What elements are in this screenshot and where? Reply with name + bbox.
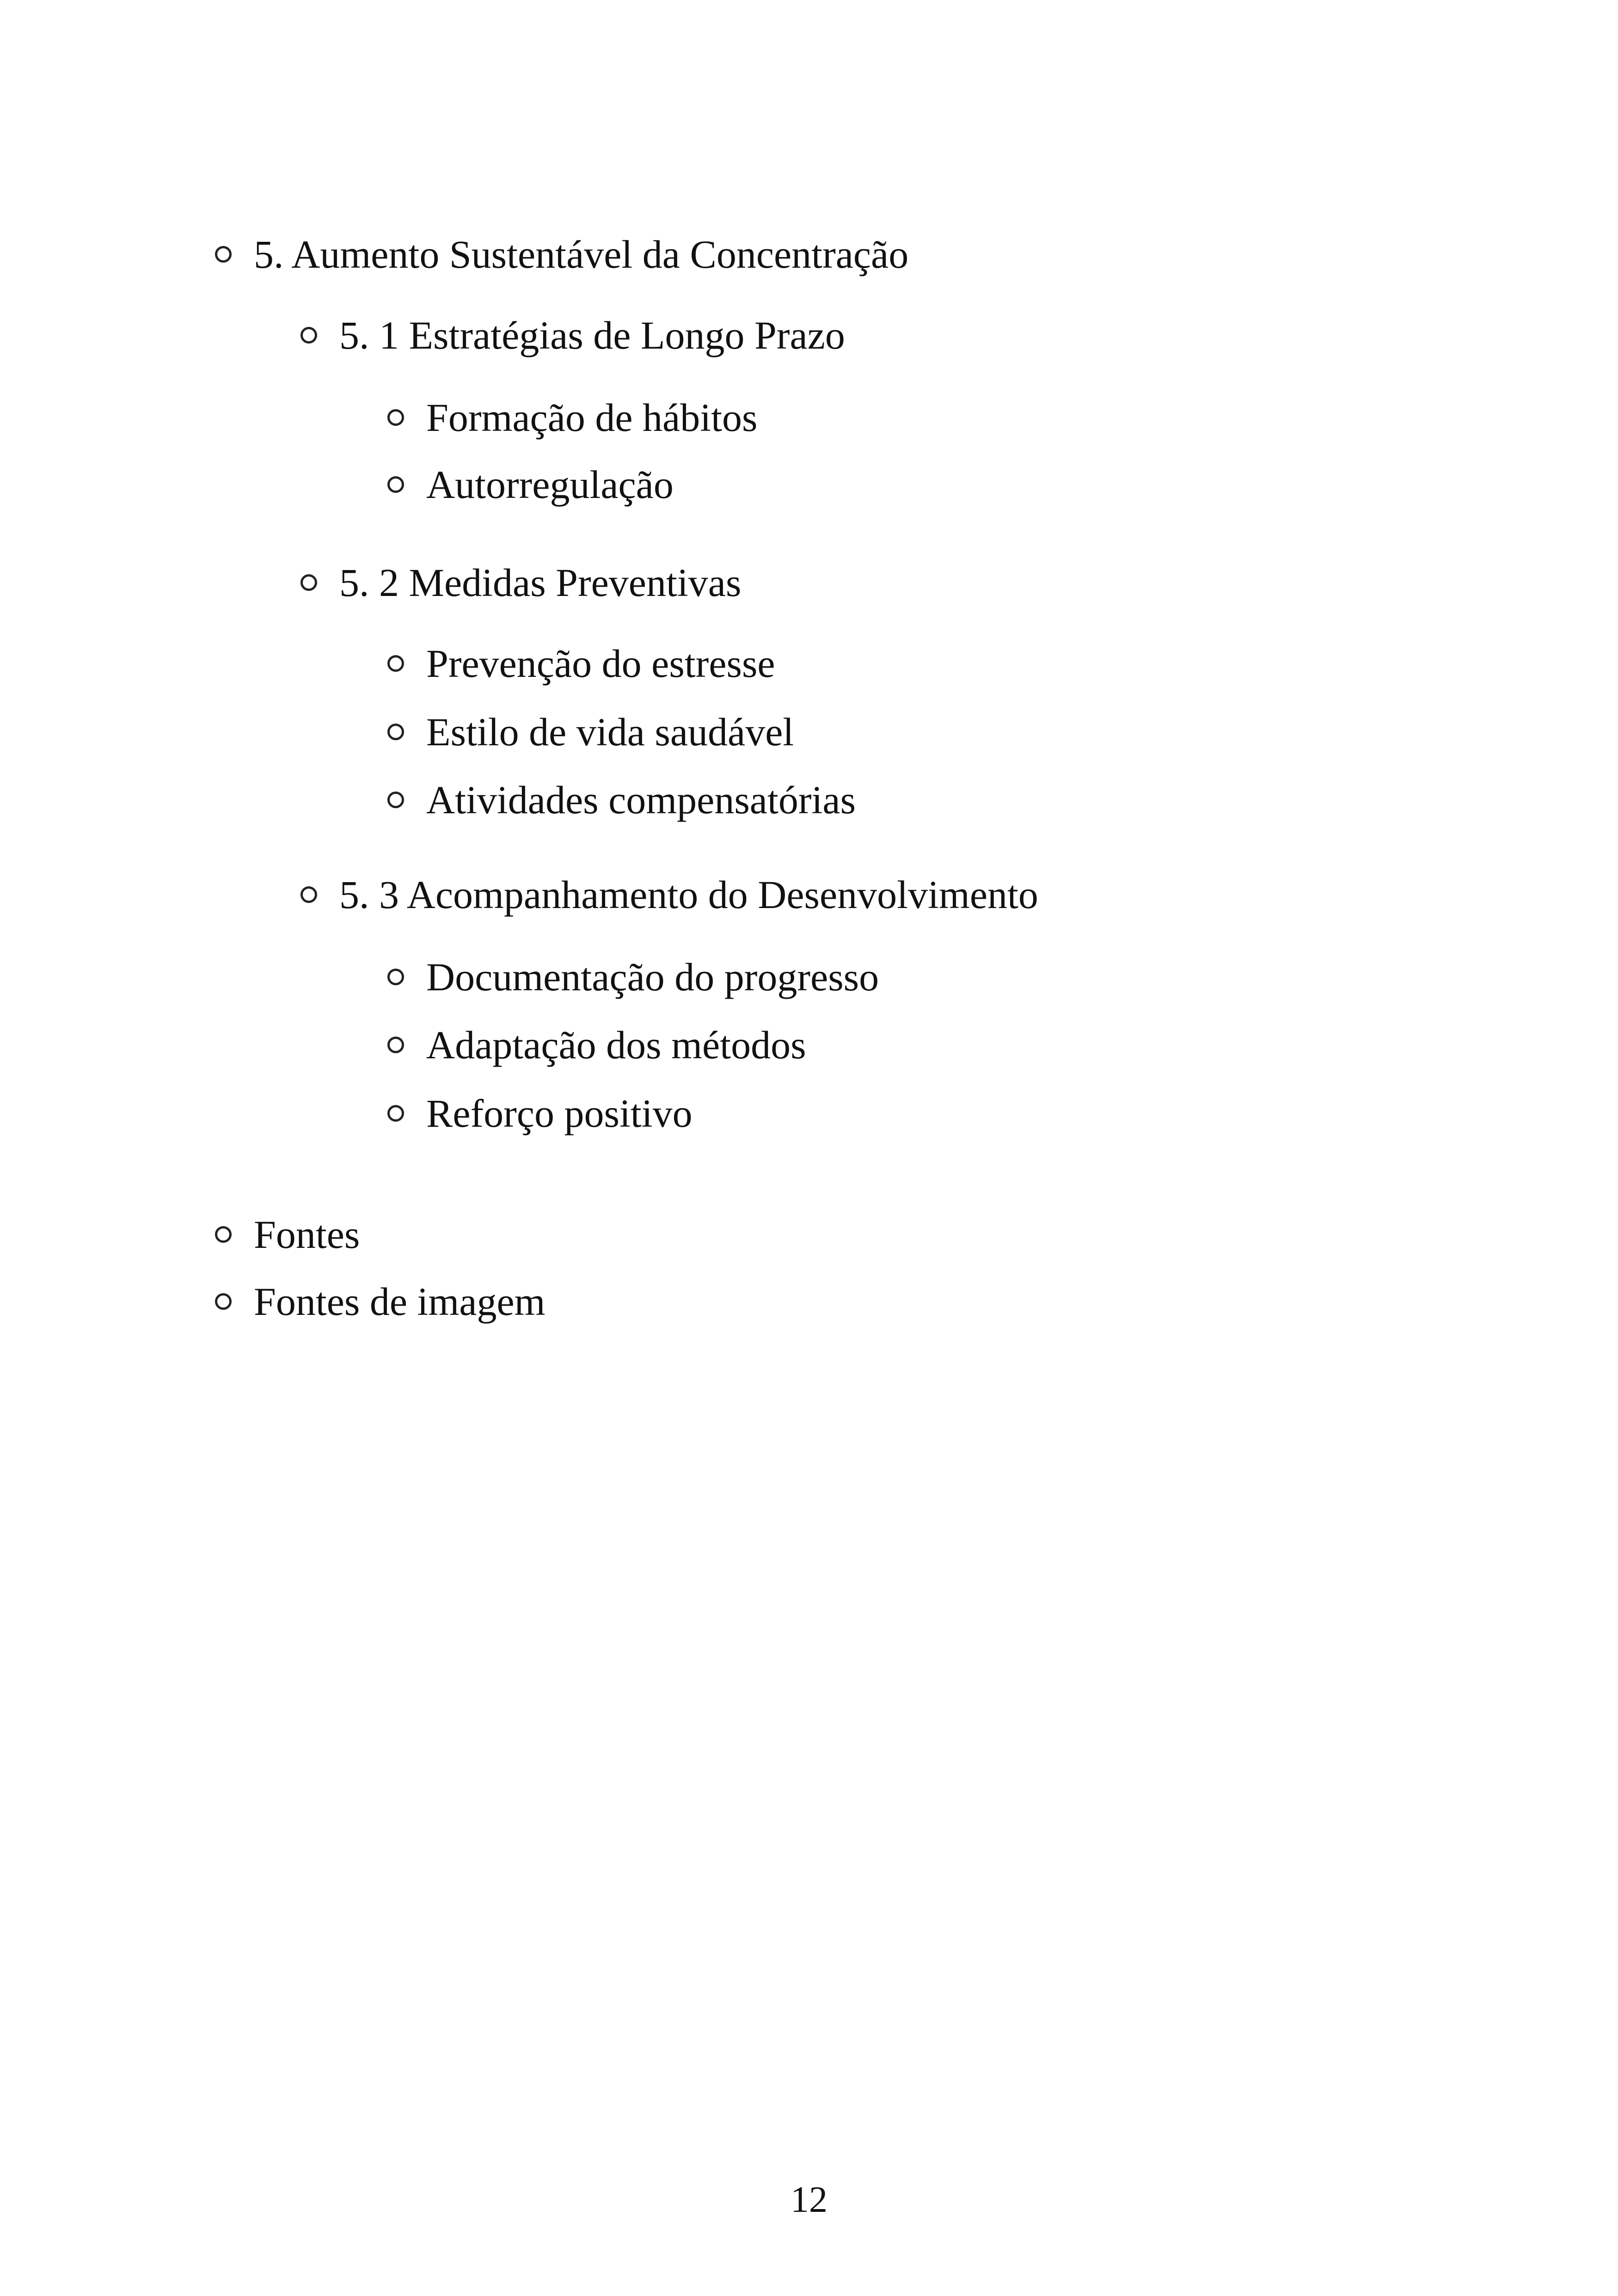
toc-item-label: Reforço positivo — [426, 1091, 693, 1136]
toc-item-label: Prevenção do estresse — [426, 641, 775, 686]
toc-item-healthy-lifestyle — [387, 706, 794, 757]
circle-bullet-icon — [387, 792, 404, 808]
toc-item-section-5 — [215, 229, 908, 280]
circle-bullet-icon — [215, 1226, 232, 1243]
toc-item-label: Atividades compensatórias — [426, 778, 856, 822]
circle-bullet-icon — [387, 409, 404, 426]
toc-item-method-adaptation — [387, 1019, 806, 1070]
toc-item-self-regulation — [387, 459, 674, 510]
toc-item-label: Fontes de imagem — [254, 1279, 545, 1324]
circle-bullet-icon — [215, 1293, 232, 1310]
toc-item-positive-reinforcement — [387, 1088, 693, 1139]
toc-item-5-3 — [300, 869, 1038, 920]
toc-item-image-sources — [215, 1276, 545, 1327]
toc-item-stress-prevention — [387, 638, 775, 689]
toc-item-5-2 — [300, 557, 741, 608]
toc-item-compensatory-activities — [387, 774, 856, 825]
toc-item-label: Estilo de vida saudável — [426, 710, 794, 754]
circle-bullet-icon — [300, 574, 317, 591]
circle-bullet-icon — [300, 327, 317, 344]
circle-bullet-icon — [387, 969, 404, 985]
toc-item-label: Adaptação dos métodos — [426, 1023, 806, 1067]
toc-item-label: Fontes — [254, 1212, 360, 1257]
circle-bullet-icon — [387, 724, 404, 740]
circle-bullet-icon — [387, 1105, 404, 1122]
toc-item-label: 5. 3 Acompanhamento do Desenvolvimento — [339, 872, 1038, 917]
circle-bullet-icon — [215, 246, 232, 263]
circle-bullet-icon — [387, 476, 404, 493]
toc-item-habit-formation — [387, 392, 757, 443]
toc-item-5-1 — [300, 310, 845, 361]
toc-item-label: 5. 1 Estratégias de Longo Prazo — [339, 313, 845, 357]
toc-item-label: 5. Aumento Sustentável da Concentração — [254, 232, 909, 276]
toc-item-label: 5. 2 Medidas Preventivas — [339, 560, 742, 605]
circle-bullet-icon — [300, 886, 317, 903]
toc-item-sources — [215, 1209, 360, 1260]
toc-item-progress-documentation — [387, 952, 879, 1002]
toc-item-label: Autorregulação — [426, 462, 674, 507]
toc-item-label: Formação de hábitos — [426, 395, 758, 440]
toc-item-label: Documentação do progresso — [426, 955, 879, 999]
circle-bullet-icon — [387, 655, 404, 672]
page-number: 12 — [791, 2179, 827, 2220]
circle-bullet-icon — [387, 1037, 404, 1053]
